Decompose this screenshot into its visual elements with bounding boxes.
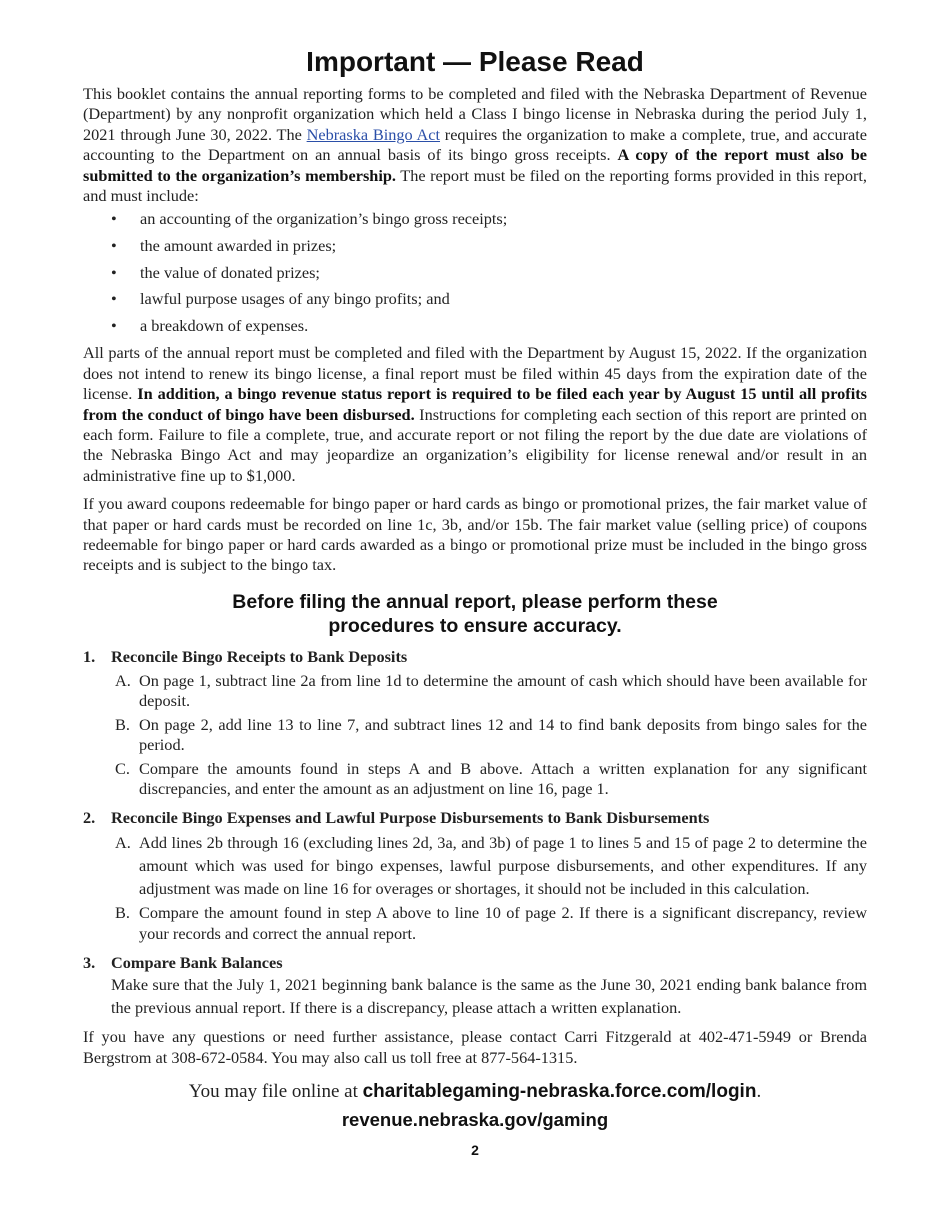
list-item-text: lawful purpose usages of any bingo profits; and	[140, 289, 450, 309]
intro-text-2: requires the organization to make a complete, true, and accurate accounting to the Department on an annual basis of its bingo gross receipts.	[83, 124, 867, 165]
bullet-icon: •	[111, 209, 117, 229]
procedure-section-3	[83, 952, 867, 1019]
file-online-prefix: You may file online at	[188, 1080, 363, 1102]
para2-text-1: All parts of the annual report must be completed and filed with the Department by August 15, 2022. If the organization does not intend to renew its bingo license, a final report must be filed within 45 days from the expiration date of the license.	[83, 343, 867, 404]
bullet-icon: •	[111, 262, 117, 282]
section-title: Reconcile Bingo Receipts to Bank Deposits	[111, 646, 408, 666]
section-body: Make sure that the July 1, 2021 beginning bank balance is the same as the June 30, 2021 ending bank balance from the previous annual report. If there is a discrepancy, please attach a written explanation.	[111, 974, 867, 1017]
list-item-text: the amount awarded in prizes;	[140, 236, 337, 256]
procedures-heading-line-2: procedures to ensure accuracy.	[328, 614, 622, 637]
list-item-text: a breakdown of expenses.	[140, 315, 309, 335]
intro-text-1: This booklet contains the annual reporting forms to be completed and filed with the Nebraska Department of Revenue (Department) by any nonprofit organization which held a Class I bingo license in Nebraska during the period July 1, 2021 through June 30, 2022. The	[83, 84, 867, 144]
para2-bold-text: In addition, a bingo revenue status report is required to be filed each year by August 15 until all profits from the conduct of bingo have been disbursed.	[83, 384, 868, 424]
list-item	[83, 313, 867, 340]
procedures-heading-line-1: Before filing the annual report, please perform these	[232, 590, 718, 613]
procedure-step	[83, 671, 867, 712]
intro-bold-text: A copy of the report must also be submitted to the organization’s membership.	[83, 145, 867, 185]
para2-text-2: Instructions for completing each section of this report are printed on each form. Failure to file a complete, true, and accurate report or not filing the report by the due date are violations of the Nebraska Bingo Act and may jeopardize an organization’s eligibility for license renewal and/or result in an administrative fine up to $1,000.	[83, 404, 867, 485]
step-letter: A.	[115, 670, 131, 690]
website-link[interactable]: revenue.nebraska.gov/gaming	[341, 1108, 609, 1130]
step-letter: B.	[115, 714, 130, 734]
page-title: Important — Please Read	[306, 46, 644, 77]
section-title: Reconcile Bingo Expenses and Lawful Purpose Disbursements to Bank Disbursements	[111, 808, 710, 828]
step-text: On page 2, add line 13 to line 7, and subtract lines 12 and 14 to find bank deposits from bingo sales for the period.	[139, 714, 867, 755]
contact-paragraph: If you have any questions or need further assistance, please contact Carri Fitzgerald at 402-471-5949 or Brenda Bergstrom at 308-672-0584. You may also call us toll free at 877-564-1315.	[83, 1027, 867, 1067]
section-number: 2.	[83, 808, 96, 828]
document-page	[83, 44, 867, 1160]
requirements-list	[83, 206, 867, 339]
procedure-step	[83, 715, 867, 756]
list-item	[83, 206, 867, 233]
bullet-icon: •	[111, 315, 117, 335]
list-item-text: an accounting of the organization’s bingo gross receipts;	[140, 209, 508, 229]
nebraska-bingo-act-link[interactable]: Nebraska Bingo Act	[306, 124, 441, 144]
list-item	[83, 286, 867, 313]
step-letter: C.	[115, 758, 130, 778]
page-number: 2	[471, 1141, 479, 1158]
coupons-paragraph: If you award coupons redeemable for bingo paper or hard cards as bingo or promotional prizes, the fair market value of that paper or hard cards must be recorded on line 1c, 3b, and/or 15b. The fair market value (selling price) of coupons redeemable for bingo paper or hard cards awarded as a bingo or promotional prize must be included in the bingo gross receipts and is subject to the bingo tax.	[83, 494, 867, 575]
list-item-text: the value of donated prizes;	[140, 262, 320, 282]
intro-paragraph	[83, 84, 867, 206]
bullet-icon: •	[111, 236, 117, 256]
intro-text-3: The report must be filed on the reporting forms provided in this report, and must include:	[83, 165, 867, 206]
section-heading	[83, 646, 867, 668]
section-heading	[83, 952, 867, 974]
file-online-line	[83, 1080, 867, 1104]
step-text: Compare the amount found in step A above to line 10 of page 2. If there is a significant discrepancy, review your records and correct the annual report.	[139, 903, 867, 943]
step-text: Compare the amounts found in steps A and B above. Attach a written explanation for any significant discrepancies, and enter the amount as an adjustment on line 16, page 1.	[139, 758, 867, 798]
section-number: 1.	[83, 646, 96, 666]
file-online-link[interactable]: charitablegaming-nebraska.force.com/login	[362, 1080, 757, 1102]
section-title: Compare Bank Balances	[111, 952, 283, 972]
step-text: On page 1, subtract line 2a from line 1d to determine the amount of cash which should have been available for deposit.	[139, 670, 867, 711]
step-letter: B.	[115, 903, 130, 923]
procedure-section-2	[83, 807, 867, 944]
list-item	[83, 260, 867, 287]
section-number: 3.	[83, 952, 96, 972]
procedure-step	[83, 759, 867, 800]
step-letter: A.	[115, 833, 131, 853]
procedure-step	[83, 832, 867, 900]
procedure-section-1	[83, 646, 867, 799]
bullet-icon: •	[111, 289, 117, 309]
file-online-suffix: .	[756, 1080, 762, 1102]
step-text: Add lines 2b through 16 (excluding lines 2d, 3a, and 3b) of page 1 to lines 5 and 15 of page 2 to determine the amount which was used for bingo expenses, lawful purpose disbursements, and other expenditures. If any adjustment was made on line 16 for overages or shortages, it should not be included in this calculation.	[139, 833, 867, 898]
procedure-step	[83, 903, 867, 944]
procedures-heading	[83, 590, 867, 638]
list-item	[83, 233, 867, 260]
filing-deadline-paragraph	[83, 343, 867, 486]
section-heading	[83, 807, 867, 829]
